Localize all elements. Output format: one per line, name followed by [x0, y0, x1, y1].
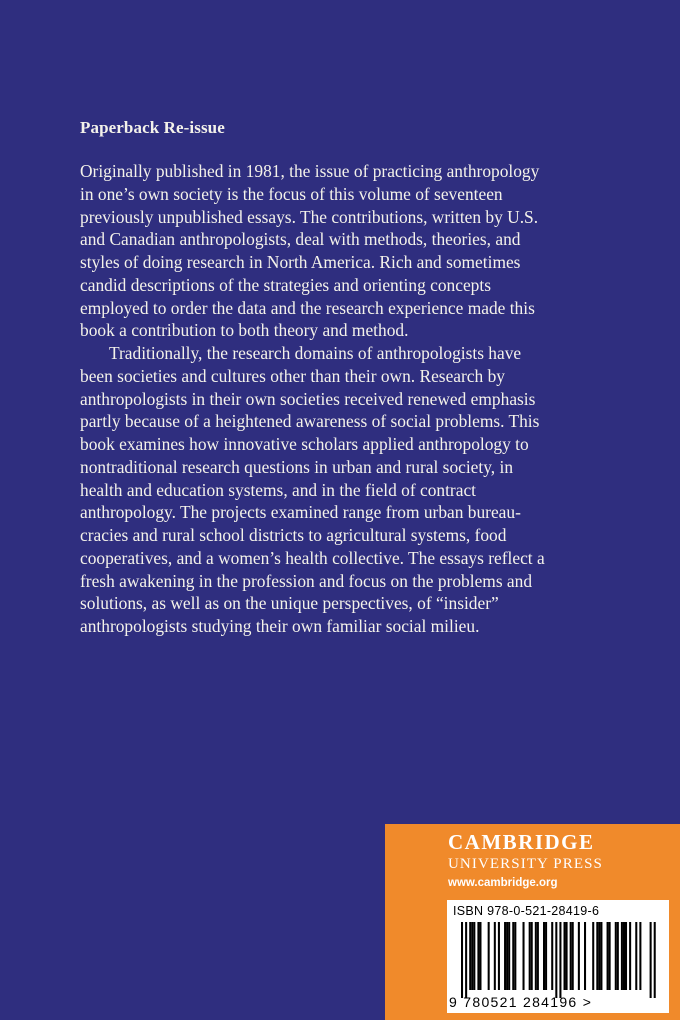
barcode-bar — [572, 922, 574, 990]
barcode-bar — [564, 922, 566, 990]
barcode-bar — [639, 922, 641, 990]
barcode-bar — [506, 922, 508, 990]
isbn-label: ISBN 978-0-521-28419-6 — [453, 904, 600, 918]
text-line: partly because of a heightened awareness of social problems. This — [80, 411, 540, 432]
barcode-bar — [559, 922, 561, 998]
barcode-bar — [545, 922, 547, 990]
barcode-bar — [523, 922, 525, 990]
text-line: candid descriptions of the strategies and orienting concepts — [80, 274, 491, 295]
barcode-bar — [598, 922, 600, 990]
barcode-bar — [592, 922, 594, 990]
text-line: been societies and cultures other than their own. Research by — [80, 365, 505, 386]
text-line: health and education systems, and in the field of contract — [80, 479, 476, 500]
description-text — [80, 160, 606, 638]
paragraph-2 — [80, 342, 606, 638]
text-line: and Canadian anthropologists, deal with methods, theories, and — [80, 229, 521, 250]
text-line: previously unpublished essays. The contributions, written by U.S. — [80, 206, 539, 227]
barcode-bar — [607, 922, 609, 990]
barcode-bar — [494, 922, 496, 990]
barcode-bar — [654, 922, 656, 998]
barcode — [447, 900, 669, 1013]
barcode-bar — [537, 922, 539, 990]
barcode-bar — [469, 922, 471, 990]
text-line: employed to order the data and the research experience made this — [80, 297, 535, 318]
barcode-bar — [570, 922, 572, 990]
barcode-bar — [531, 922, 533, 990]
text-line: anthropology. The projects examined range from urban bureau- — [80, 502, 521, 523]
barcode-bar — [479, 922, 481, 990]
barcode-bar — [625, 922, 627, 990]
text-line: cracies and rural school districts to agricultural systems, food — [80, 525, 507, 545]
barcode-bar — [504, 922, 506, 990]
text-line: book examines how innovative scholars applied anthropology to — [80, 434, 529, 454]
barcode-bar — [473, 922, 475, 990]
text-line: fresh awakening in the profession and focus on the problems and — [80, 570, 533, 591]
text-line: anthropologists studying their own familiar social milieu. — [80, 616, 480, 636]
text-line: Originally published in 1981, the issue of practicing anthropology — [80, 161, 540, 181]
text-line: in one’s own society is the focus of this volume of seventeen — [80, 183, 503, 204]
barcode-bar — [461, 922, 463, 998]
barcode-bar — [623, 922, 625, 990]
text-line: anthropologists in their own societies received renewed emphasis — [80, 388, 536, 409]
barcode-bar — [650, 922, 652, 998]
barcode-bar — [566, 922, 568, 990]
barcode-bar — [635, 922, 637, 990]
publisher-url[interactable]: www.cambridge.org — [448, 877, 558, 889]
barcode-bar — [621, 922, 623, 990]
barcode-bar — [596, 922, 598, 990]
barcode-bar — [629, 922, 631, 990]
barcode-bar — [555, 922, 557, 998]
text-line: nontraditional research questions in urban and rural society, in — [80, 456, 514, 477]
ean-digits: 9 780521 284196 > — [449, 994, 593, 1010]
barcode-bar — [477, 922, 479, 990]
barcode-bar — [498, 922, 500, 990]
page-heading: Paperback Re-issue — [80, 118, 225, 137]
barcode-bar — [508, 922, 510, 990]
publisher-panel — [385, 824, 680, 1020]
barcode-bar — [615, 922, 617, 990]
barcode-bar — [514, 922, 516, 990]
text-line: Traditionally, the research domains of anthropologists have — [109, 343, 522, 363]
text-line: cooperatives, and a women’s health collective. The essays reflect a — [80, 547, 545, 568]
paragraph-1 — [80, 160, 606, 342]
barcode-bar — [465, 922, 467, 998]
barcode-bar — [584, 922, 586, 990]
barcode-bar — [578, 922, 580, 990]
barcode-bar — [551, 922, 553, 990]
text-line: book a contribution to both theory and method. — [80, 320, 409, 341]
barcode-bar — [529, 922, 531, 990]
publisher-logo: CAMBRIDGE — [448, 830, 595, 854]
text-line: solutions, as well as on the unique perspectives, of “insider” — [80, 593, 499, 614]
publisher-subtitle: UNIVERSITY PRESS — [448, 856, 603, 872]
barcode-bar — [488, 922, 490, 990]
barcode-bar — [543, 922, 545, 990]
barcode-bar — [471, 922, 473, 990]
barcode-bar — [600, 922, 602, 990]
barcode-bar — [617, 922, 619, 990]
barcode-bar — [609, 922, 611, 990]
barcode-bar — [512, 922, 514, 990]
barcode-bar — [535, 922, 537, 990]
text-line: styles of doing research in North America. Rich and sometimes — [80, 252, 521, 272]
